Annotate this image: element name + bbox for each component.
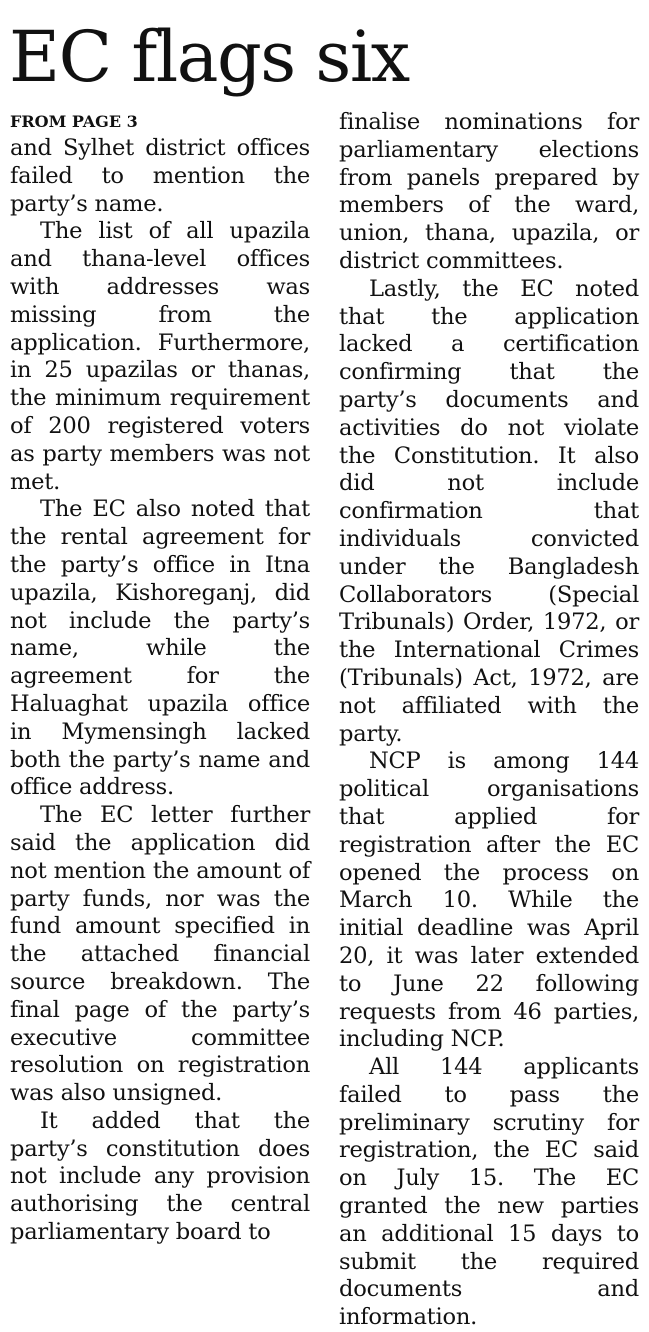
paragraph: The EC letter further said the application did not mention the amount of party funds, nor was the fund amount specified in the attached financial source breakdown. The final page of the party’s executive committee resolution on registration was also unsigned. [10,802,310,1107]
paragraph: and Sylhet district offices failed to mention the party’s name. [10,135,310,217]
paragraph: The EC also noted that the rental agreement for the party’s office in Itna upazila, Kishoreganj, did not include the party’s name, while the agreement for the Haluaghat upazila office in Mymensingh lacked both the party’s name and office address. [10,496,310,801]
headline: EC flags six [9,16,409,98]
paragraph: The list of all upazila and thana-level offices with addresses was missing from the application. Furthermore, in 25 upazilas or thanas, the minimum requirement of 200 registered voters as party members was not met. [10,218,310,495]
paragraph: finalise nominations for parliamentary elections from panels prepared by members of the ward, union, thana, upazila, or district committees. [339,109,639,274]
article-column-left [10,109,310,1247]
paragraph: All 144 applicants failed to pass the preliminary scrutiny for registration, the EC said on July 15. The EC granted the new parties an additional 15 days to submit the required documents and information. [339,1054,639,1331]
paragraph: It added that the party’s constitution does not include any provision authorising the central parliamentary board to [10,1107,310,1246]
continued-from-label: FROM PAGE 3 [10,112,138,131]
paragraph: Lastly, the EC noted that the application lacked a certification confirming that the party’s documents and activities do not violate the Constitution. It also did not include confirmation that individuals convicted under the Bangladesh Collaborators (Special Tribunals) Order, 1972, or the International Crimes (Tribunals) Act, 1972, are not affiliated with the party. [339,275,639,747]
article-column-right [339,109,639,1332]
paragraph: NCP is among 144 political organisations that applied for registration after the EC opened the process on March 10. While the initial deadline was April 20, it was later extended to June 22 following requests from 46 parties, including NCP. [339,748,639,1053]
